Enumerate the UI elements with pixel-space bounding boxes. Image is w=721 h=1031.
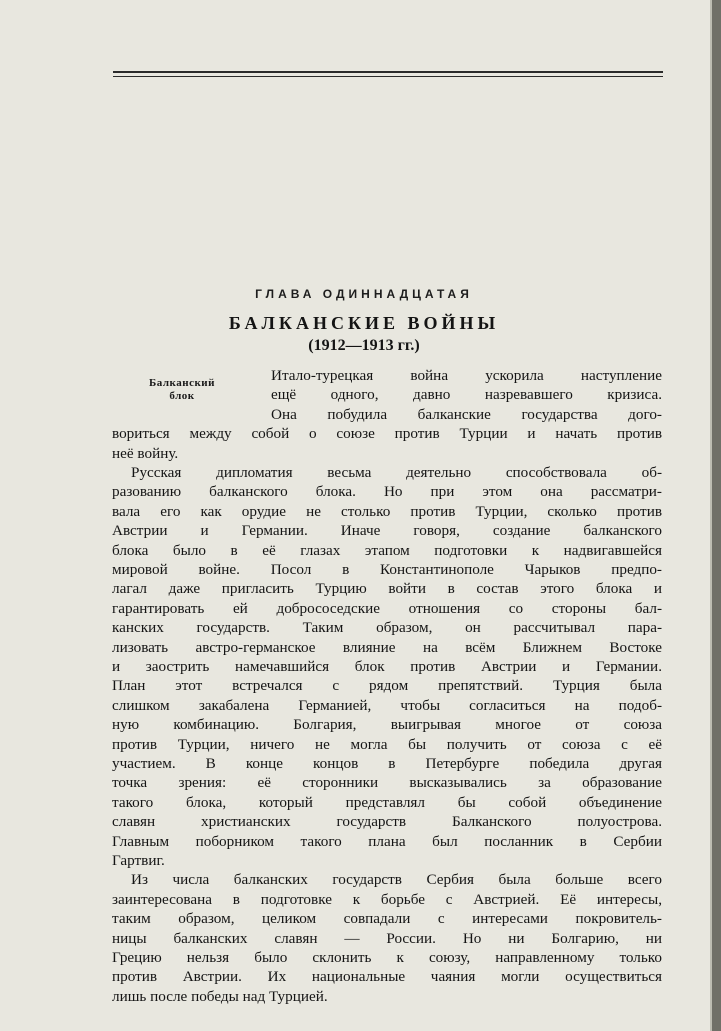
chapter-title: БАЛКАНСКИЕ ВОЙНЫ [228,313,500,333]
body-line: ницы балканских славян — России. Но ни Болгарию, ни [112,929,662,947]
body-line: блока было в её глазах этапом подготовки к надвигавшейся [112,541,662,559]
body-line: ную комбинацию. Болгария, выигрывая многое от союза [112,716,662,734]
body-line: вала его как орудие не столько против Турции, сколько против [112,502,662,520]
body-line: Итало-турецкая война ускорила наступление [271,367,662,384]
body-line: Она побудила балканские государства дого- [271,405,662,423]
body-line: против Австрии. Их национальные чаяния могли осуществиться [112,968,662,986]
body-line: гарантировать ей добрососедские отношения со стороны бал- [112,599,662,617]
body-line: канских государств. Таким образом, он рассчитывал пара- [112,619,662,637]
body-line: слишком закабалена Германией, чтобы согласиться на подоб- [112,696,662,714]
margin-note [132,377,232,403]
body-line: Грецию нельзя было склонить к союзу, направленному только [112,949,662,966]
body-line: вориться между собой о союзе против Турции и начать против [112,425,662,443]
body-line: таким образом, целиком совпадали с интересами покровитель- [112,910,662,928]
body-line: Австрии и Германии. Иначе говоря, создание балканского [112,522,662,540]
body-line: против Турции, ничего не могла бы получить от союза с её [112,735,662,753]
body-line: участием. В конце концов в Петербурге победила другая [112,755,662,772]
body-line: разованию балканского блока. Но при этом она рассматри- [112,483,662,501]
body-line: неё войну. [112,444,179,462]
body-line: лишь после победы над Турцией. [112,987,328,1005]
body-line: лизовать австро-германское влияние на всём Ближнем Востоке [112,638,662,656]
body-line: и заострить намечавшийся блок против Австрии и Германии. [112,658,662,675]
page-edge [712,0,721,1031]
body-line: Русская дипломатия весьма деятельно способствовала об- [131,464,662,481]
body-line: План этот встречался с рядом препятствий. Турция была [112,677,662,695]
chapter-label: ГЛАВА ОДИННАДЦАТАЯ [255,287,473,301]
body-line: лагал даже пригласить Турцию войти в состав этого блока и [112,580,662,598]
body-line: мировой войне. Посол в Константинополе Чарыков предпо- [112,561,662,578]
body-line: Главным поборником такого плана был посланник в Сербии [112,832,662,850]
body-line: ещё одного, давно назревавшего кризиса. [271,386,662,404]
chapter-years: (1912—1913 гг.) [308,337,420,354]
margin-note-line: блок [169,390,195,402]
body-line: Гартвиг. [112,852,165,869]
margin-note-line: Балканский [149,377,215,389]
body-line: точка зрения: её сторонники высказывались за образование [112,774,662,792]
header-rule [113,71,663,77]
body-line: такого блока, который представлял бы собой объединение [112,793,662,811]
body-line: славян христианских государств Балканского полуострова. [112,813,662,831]
body-line: Из числа балканских государств Сербия была больше всего [131,871,662,889]
body-line: заинтересована в подготовке к борьбе с Австрией. Её интересы, [112,890,662,908]
